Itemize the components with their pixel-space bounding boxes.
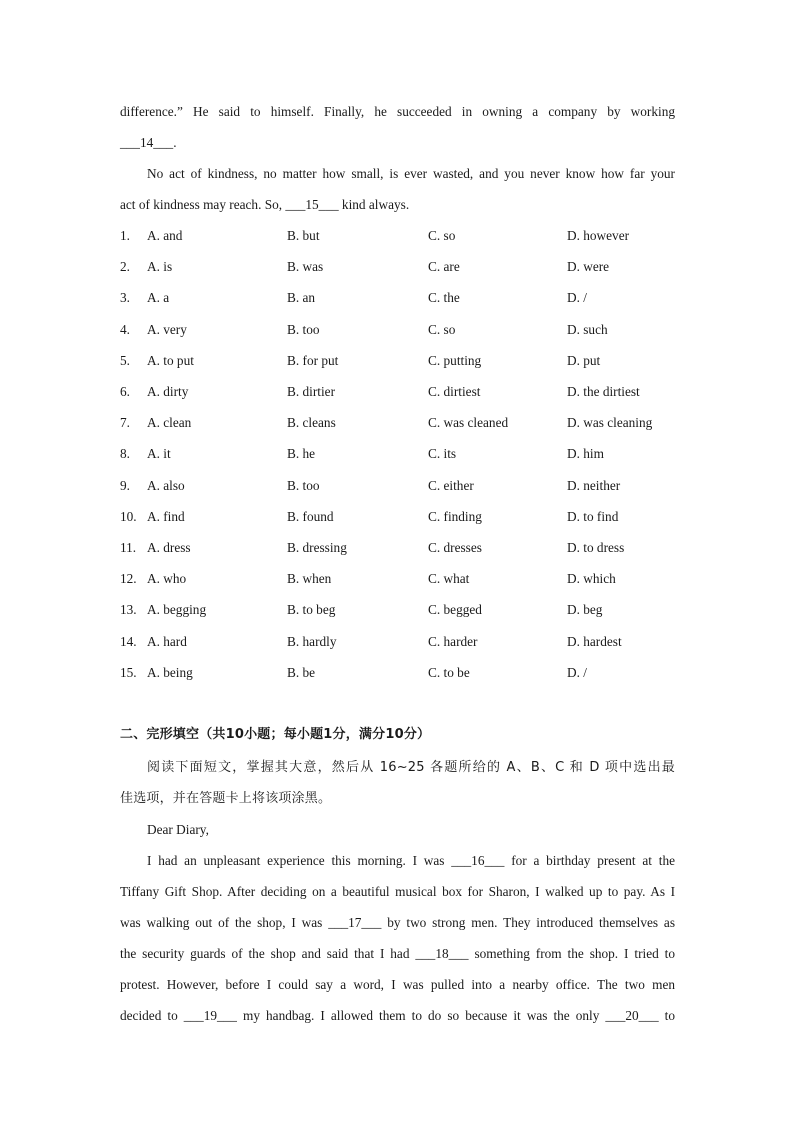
passage-line: the security guards of the shop and said that I had ___18___ something from the shop. I tried to [120, 946, 675, 961]
option-a: A. who [147, 571, 187, 586]
question-row [120, 352, 680, 370]
option-c: C. are [428, 259, 460, 274]
question-row [120, 258, 680, 276]
question-row [120, 570, 680, 588]
question-number: 11. [120, 540, 137, 555]
question-row [120, 601, 680, 619]
option-d: D. however [567, 228, 630, 243]
instruction-line: 阅读下面短文，掌握其大意，然后从 16~25 各题所给的 A、B、C 和 D 项中选出最 [147, 760, 675, 775]
option-b: B. hardly [287, 634, 337, 649]
option-b: B. an [287, 290, 316, 305]
question-row [120, 664, 680, 682]
question-number: 3. [120, 290, 130, 305]
question-row [120, 383, 680, 401]
question-row [120, 414, 680, 432]
option-b: B. for put [287, 353, 339, 368]
question-number: 5. [120, 353, 130, 368]
question-row [120, 508, 680, 526]
question-number: 15. [120, 665, 137, 680]
option-a: A. dress [147, 540, 191, 555]
option-c: C. dirtiest [428, 384, 481, 399]
option-d: D. / [567, 665, 587, 680]
question-row [120, 445, 680, 463]
option-a: A. begging [147, 602, 207, 617]
option-b: B. found [287, 509, 334, 524]
option-a: A. it [147, 446, 171, 461]
passage-line: No act of kindness, no matter how small, is ever wasted, and you never know how far your [147, 166, 675, 181]
option-d: D. was cleaning [567, 415, 653, 430]
option-c: C. the [428, 290, 460, 305]
option-b: B. dirtier [287, 384, 336, 399]
option-d: D. which [567, 571, 616, 586]
question-number: 6. [120, 384, 130, 399]
option-c: C. so [428, 228, 456, 243]
option-a: A. hard [147, 634, 187, 649]
option-b: B. but [287, 228, 320, 243]
question-number: 14. [120, 634, 137, 649]
option-d: D. were [567, 259, 610, 274]
option-b: B. be [287, 665, 316, 680]
option-c: C. what [428, 571, 470, 586]
option-d: D. neither [567, 478, 621, 493]
option-a: A. and [147, 228, 183, 243]
option-b: B. dressing [287, 540, 347, 555]
option-c: C. finding [428, 509, 482, 524]
option-d: D. to find [567, 509, 619, 524]
question-row [120, 227, 680, 245]
question-number: 13. [120, 602, 137, 617]
option-d: D. the dirtiest [567, 384, 640, 399]
passage-line: I had an unpleasant experience this morning. I was ___16___ for a birthday present at the [147, 853, 675, 868]
option-a: A. clean [147, 415, 192, 430]
option-a: A. being [147, 665, 193, 680]
instruction-line: 佳选项，并在答题卡上将该项涂黑。 [120, 791, 332, 806]
passage-line: ___14___. [120, 135, 177, 150]
option-b: B. was [287, 259, 324, 274]
question-number: 10. [120, 509, 137, 524]
question-row [120, 539, 680, 557]
option-c: C. harder [428, 634, 478, 649]
question-number: 12. [120, 571, 137, 586]
passage-line: protest. However, before I could say a word, I was pulled into a nearby office. The two men [120, 977, 675, 992]
option-a: A. a [147, 290, 170, 305]
option-b: B. when [287, 571, 332, 586]
option-d: D. him [567, 446, 604, 461]
option-c: C. begged [428, 602, 482, 617]
option-c: C. to be [428, 665, 470, 680]
passage-line: decided to ___19___ my handbag. I allowed them to do so because it was the only ___20___ to [120, 1008, 675, 1023]
option-a: A. very [147, 322, 187, 337]
passage-line: was walking out of the shop, I was ___17___ by two strong men. They introduced themselves as [120, 915, 675, 930]
option-d: D. such [567, 322, 608, 337]
option-d: D. beg [567, 602, 603, 617]
question-row [120, 477, 680, 495]
question-number: 1. [120, 228, 130, 243]
option-a: A. find [147, 509, 185, 524]
option-b: B. to beg [287, 602, 336, 617]
question-number: 4. [120, 322, 130, 337]
option-b: B. too [287, 478, 320, 493]
option-d: D. put [567, 353, 601, 368]
option-d: D. / [567, 290, 587, 305]
option-c: C. either [428, 478, 474, 493]
option-b: B. cleans [287, 415, 336, 430]
section-heading: 二、完形填空（共10小题；每小题1分，满分10分） [120, 727, 431, 742]
question-number: 9. [120, 478, 130, 493]
option-a: A. dirty [147, 384, 189, 399]
option-c: C. putting [428, 353, 482, 368]
passage-line: Tiffany Gift Shop. After deciding on a beautiful musical box for Sharon, I walked up to pay. As I [120, 884, 675, 899]
option-a: A. is [147, 259, 173, 274]
salutation: Dear Diary, [147, 822, 209, 837]
question-number: 8. [120, 446, 130, 461]
passage-line: act of kindness may reach. So, ___15___ kind always. [120, 197, 410, 212]
option-b: B. too [287, 322, 320, 337]
option-c: C. was cleaned [428, 415, 509, 430]
option-d: D. hardest [567, 634, 622, 649]
question-number: 2. [120, 259, 130, 274]
option-d: D. to dress [567, 540, 625, 555]
option-c: C. dresses [428, 540, 482, 555]
passage-line: difference.” He said to himself. Finally, he succeeded in owning a company by working [120, 104, 675, 119]
option-a: A. also [147, 478, 185, 493]
option-c: C. its [428, 446, 457, 461]
question-row [120, 289, 680, 307]
question-row [120, 633, 680, 651]
option-a: A. to put [147, 353, 194, 368]
question-number: 7. [120, 415, 130, 430]
option-c: C. so [428, 322, 456, 337]
option-b: B. he [287, 446, 316, 461]
question-row [120, 321, 680, 339]
